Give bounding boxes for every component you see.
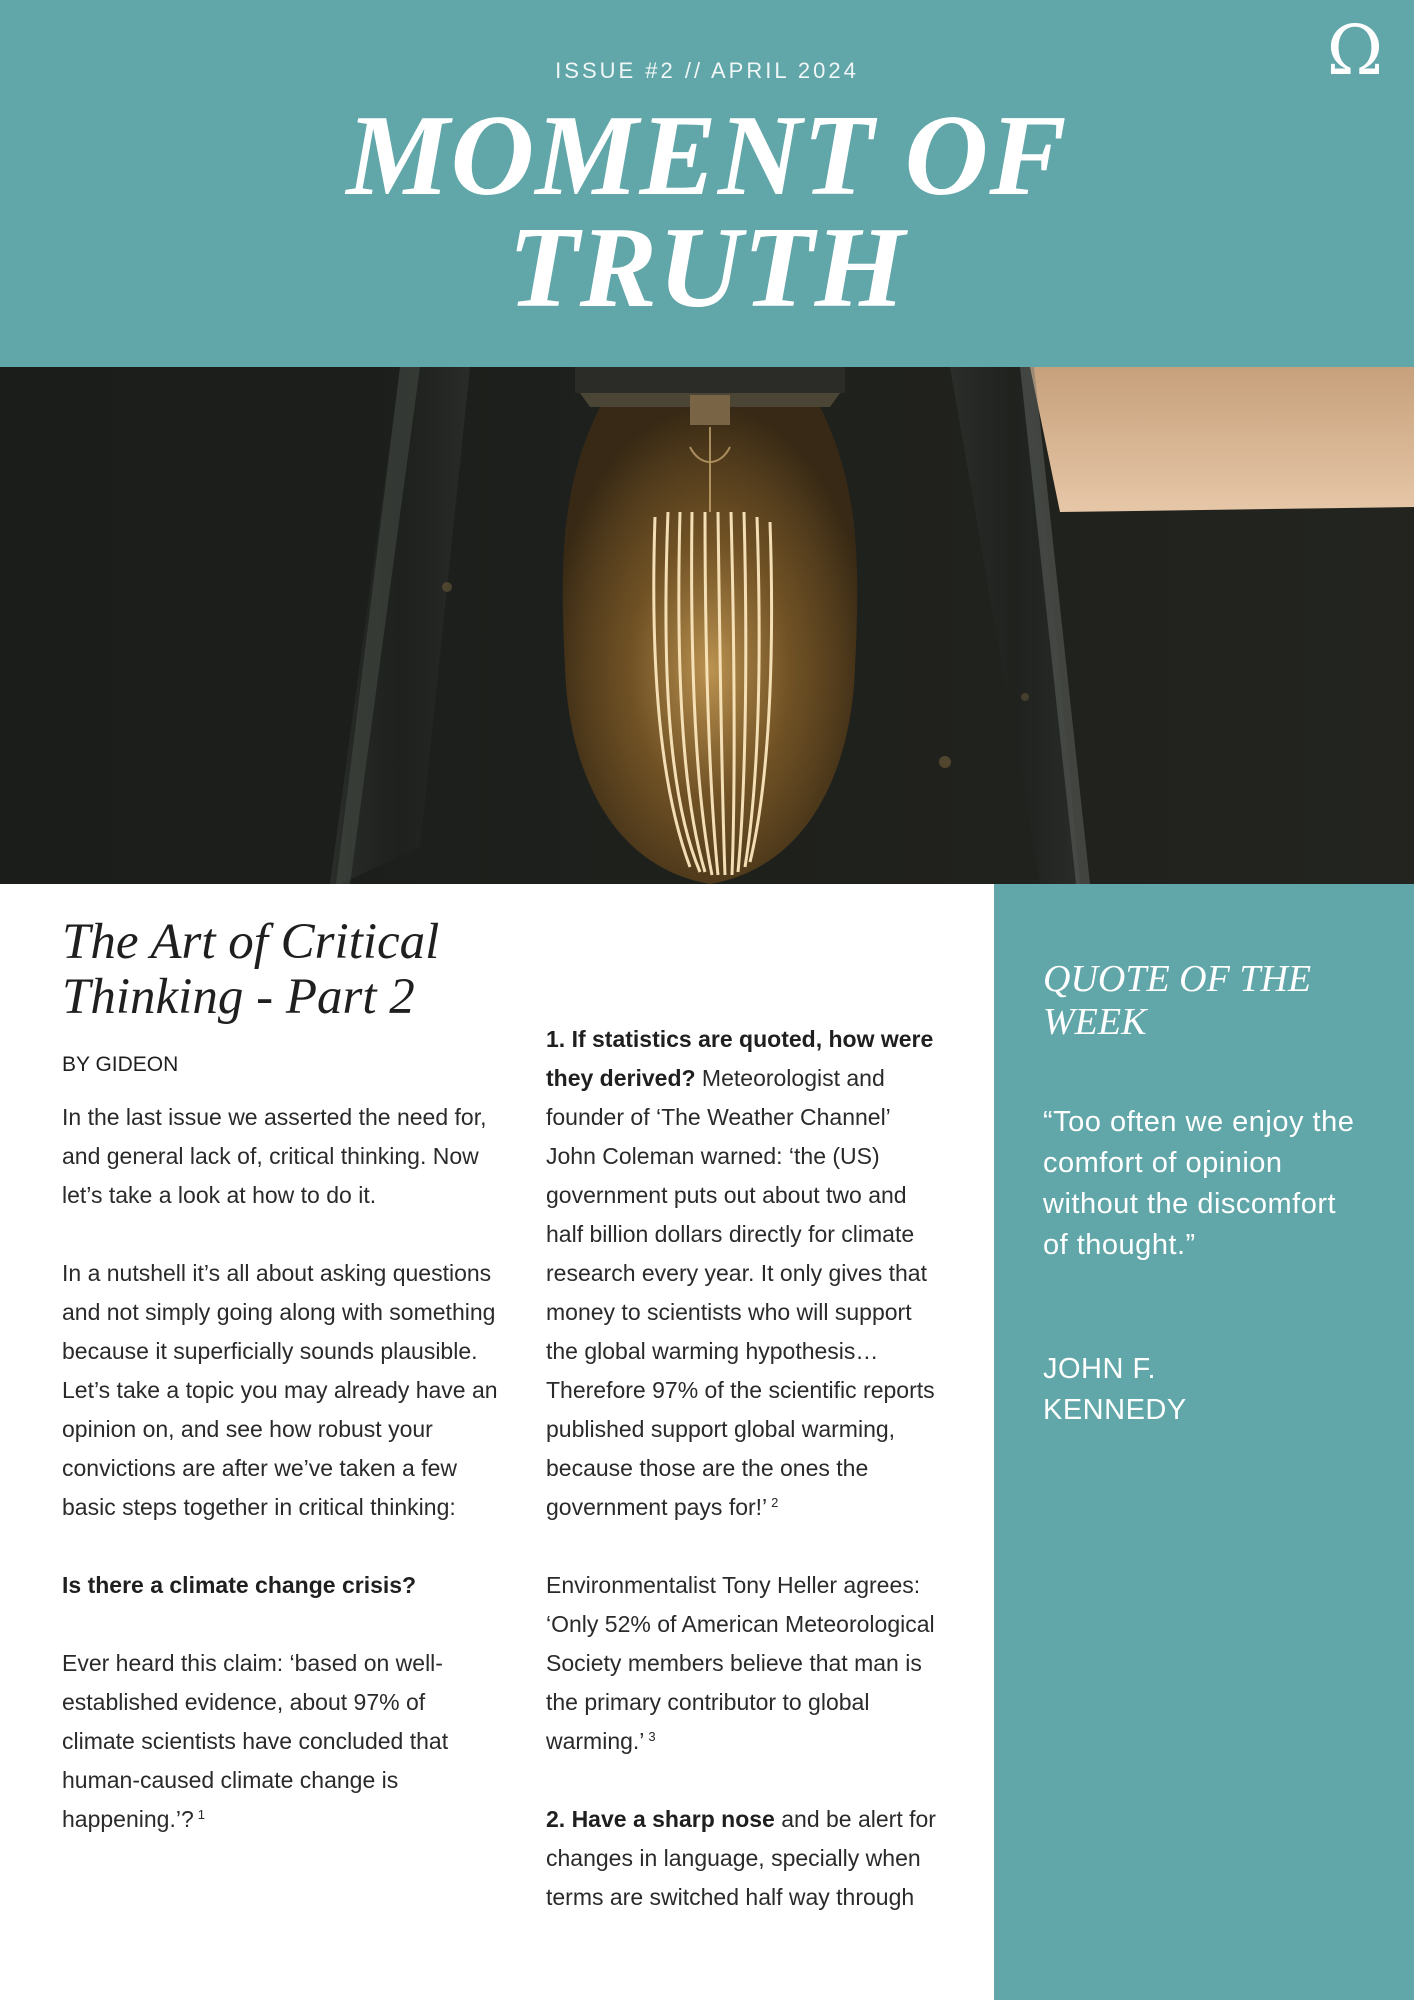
article-title-line-2: Thinking - Part 2: [62, 969, 415, 1025]
article-column-2: [546, 1020, 946, 1956]
footnote-marker: 2: [771, 1495, 779, 1510]
paragraph: In the last issue we asserted the need for, and general lack of, critical thinking. Now let’s take a look at how to do it.: [62, 1104, 487, 1208]
quote-sidebar: [994, 884, 1414, 2000]
light-bulb-photo: [0, 367, 1414, 884]
paragraph-text: and be alert for changes in language, specially when terms are switched half way through: [546, 1806, 936, 1910]
article-title-line-1: The Art of Critical: [62, 914, 440, 970]
article-title: [62, 915, 522, 1025]
paragraph: [546, 1020, 946, 1527]
paragraph-text: Ever heard this claim: ‘based on well-established evidence, about 97% of climate scientists have concluded that human-caused climate change is happening.’?: [62, 1650, 449, 1832]
omega-logo-icon: Ω: [1326, 12, 1384, 91]
point-heading: 1. If statistics are quoted, how were they derived?: [546, 1026, 934, 1091]
title-line-1: MOMENT OF: [346, 92, 1068, 220]
section-subheading: [62, 1566, 500, 1605]
byline: BY GIDEON: [62, 1053, 179, 1076]
footnote-marker: 1: [197, 1807, 205, 1822]
quote-text: “Too often we enjoy the comfort of opinion without the discomfort of thought.”: [1043, 1106, 1355, 1261]
footnote-marker: 3: [648, 1729, 656, 1744]
issue-line: ISSUE #2 // APRIL 2024: [555, 58, 859, 83]
paragraph: In a nutshell it’s all about asking questions and not simply going along with something because it superficially sounds plausible. Let’s take a topic you may already have an opinion on, and see how robust your convictions are after we’ve taken a few basic steps together in critical thinking:: [62, 1260, 498, 1520]
newsletter-title: [0, 92, 1414, 332]
title-line-2: TRUTH: [507, 204, 907, 332]
paragraph: [546, 1800, 946, 1917]
quote-author: [1043, 1349, 1293, 1431]
point-heading: 2. Have a sharp nose: [546, 1806, 775, 1832]
subheading-text: Is there a climate change crisis?: [62, 1572, 417, 1598]
article-column-1: [62, 1098, 500, 1878]
paragraph: [546, 1566, 946, 1761]
paragraph-text: Environmentalist Tony Heller agrees: ‘Only 52% of American Meteorological Society members believe that man is the primary contributor to global warming.’: [546, 1572, 935, 1754]
masthead: [0, 0, 1414, 367]
quote-author-line-2: KENNEDY: [1043, 1394, 1187, 1426]
paragraph: [62, 1644, 500, 1839]
quote-author-line-1: JOHN F.: [1043, 1353, 1157, 1385]
quote-heading: QUOTE OF THE WEEK: [1043, 958, 1312, 1043]
paragraph-text: Meteorologist and founder of ‘The Weather Channel’ John Coleman warned: ‘the (US) government puts out about two and half billion dollars directly for climate research every year. It only gives that money to scientists who will support the global warming hypothesis… Therefore 97% of the scientific reports published support global warming, because those are the ones the government pays for!’: [546, 1065, 935, 1520]
